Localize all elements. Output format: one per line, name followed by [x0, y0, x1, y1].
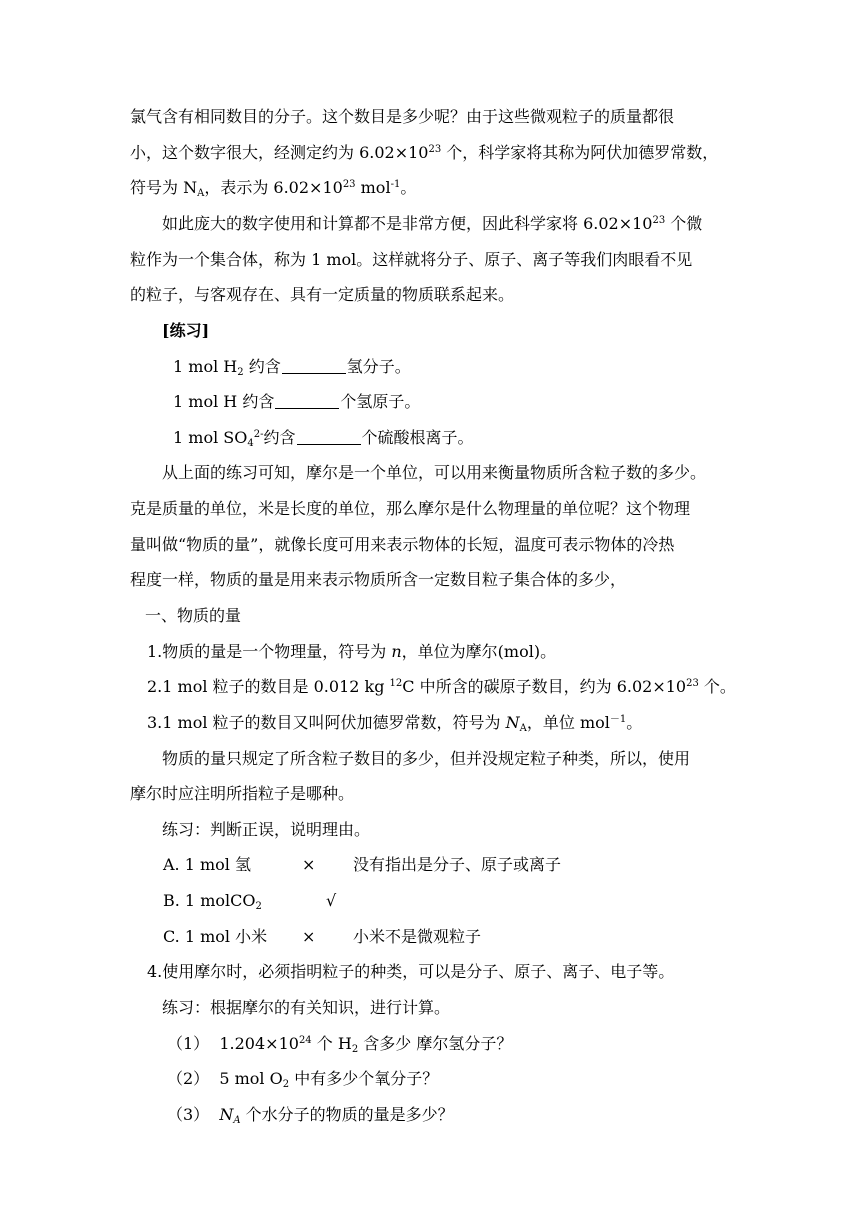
option-b-label: B. 1 molCO$_2$ — [163, 891, 262, 912]
practice-question: 1 mol H 约含 个氢原子。 — [173, 392, 421, 411]
wrong-mark: × — [302, 855, 316, 874]
practice-question: 1 mol $H_2$ 约含 氢分子。 — [173, 357, 411, 378]
paragraph-line: 从上面的练习可知，摩尔是一个单位，可以用来衡量物质所含粒子数的多少。 — [162, 463, 707, 482]
practice-question: 1 mol $SO_4^{2-}$约含 个硫酸根离子。 — [173, 428, 474, 449]
list-item: 2.1 mol 粒子的数目是 0.012 kg $^{12}$C 中所含的碳原子数目，约为 $6.02\times 10^{23}$ 个。 — [147, 677, 736, 696]
paragraph-line: 摩尔时应注明所指粒子是哪种。 — [130, 784, 355, 803]
option-a-label: A. 1 mol 氢 — [163, 855, 252, 874]
section-heading: 一、物质的量 — [145, 606, 242, 625]
paragraph-line: 氯气含有相同数目的分子。这个数目是多少呢？由于这些微观粒子的质量都很 — [130, 107, 675, 126]
answer-blank[interactable] — [282, 359, 346, 374]
calc-question: （3） $N_A$ 个水分子的物质的量是多少？ — [167, 1105, 454, 1126]
calc-question: （1） $1.204\times 10^{24}$ 个 $H_2$ 含多少 摩尔氢分子？ — [167, 1034, 513, 1055]
practice-heading: 练习：根据摩尔的有关知识，进行计算。 — [162, 998, 451, 1017]
calc-question: （2） 5 mol $O_2$ 中有多少个氧分子？ — [167, 1069, 439, 1090]
paragraph-line: 如此庞大的数字使用和计算都不是非常方便，因此科学家将 $6.02\times 10^{23}$ 个微 — [162, 214, 703, 233]
paragraph-line: 符号为 $N_A$，表示为 $6.02\times 10^{23}$ mol$^{-1}$。 — [130, 178, 417, 199]
list-item: 1.物质的量是一个物理量，符号为 n，单位为摩尔(mol)。 — [147, 642, 557, 661]
wrong-mark: × — [302, 927, 316, 946]
option-a-reason: 没有指出是分子、原子或离子 — [353, 855, 562, 874]
list-item: 4.使用摩尔时，必须指明粒子的种类，可以是分子、原子、离子、电子等。 — [147, 962, 675, 981]
paragraph-line: 物质的量只规定了所含粒子数目的多少，但并没规定粒子种类，所以，使用 — [162, 749, 691, 768]
paragraph-line: 克是质量的单位，米是长度的单位，那么摩尔是什么物理量的单位呢？这个物理 — [130, 499, 691, 518]
list-item: 3.1 mol 粒子的数目又叫阿伏加德罗常数，符号为 $N_A$，单位 mol$^{-1}$。 — [147, 713, 643, 734]
correct-mark: √ — [326, 891, 337, 910]
paragraph-line: 粒作为一个集合体，称为 1 mol。这样就将分子、原子、离子等我们肉眼看不见 — [130, 250, 693, 269]
option-c-reason: 小米不是微观粒子 — [353, 927, 482, 946]
paragraph-line: 小，这个数字很大，经测定约为 $6.02\times 10^{23}$ 个，科学家将其称为阿伏加德罗常数， — [130, 143, 719, 162]
answer-blank[interactable] — [275, 394, 339, 409]
option-c-label: C. 1 mol 小米 — [163, 927, 268, 946]
practice-heading: 练习：判断正误，说明理由。 — [162, 820, 371, 839]
paragraph-line: 程度一样，物质的量是用来表示物质所含一定数目粒子集合体的多少， — [130, 570, 627, 589]
answer-blank[interactable] — [297, 430, 361, 445]
paragraph-line: 量叫做“物质的量”，就像长度可用来表示物体的长短，温度可表示物体的冷热 — [130, 535, 675, 554]
practice-heading: [练习] — [162, 321, 210, 340]
paragraph-line: 的粒子，与客观存在、具有一定质量的物质联系起来。 — [130, 285, 515, 304]
